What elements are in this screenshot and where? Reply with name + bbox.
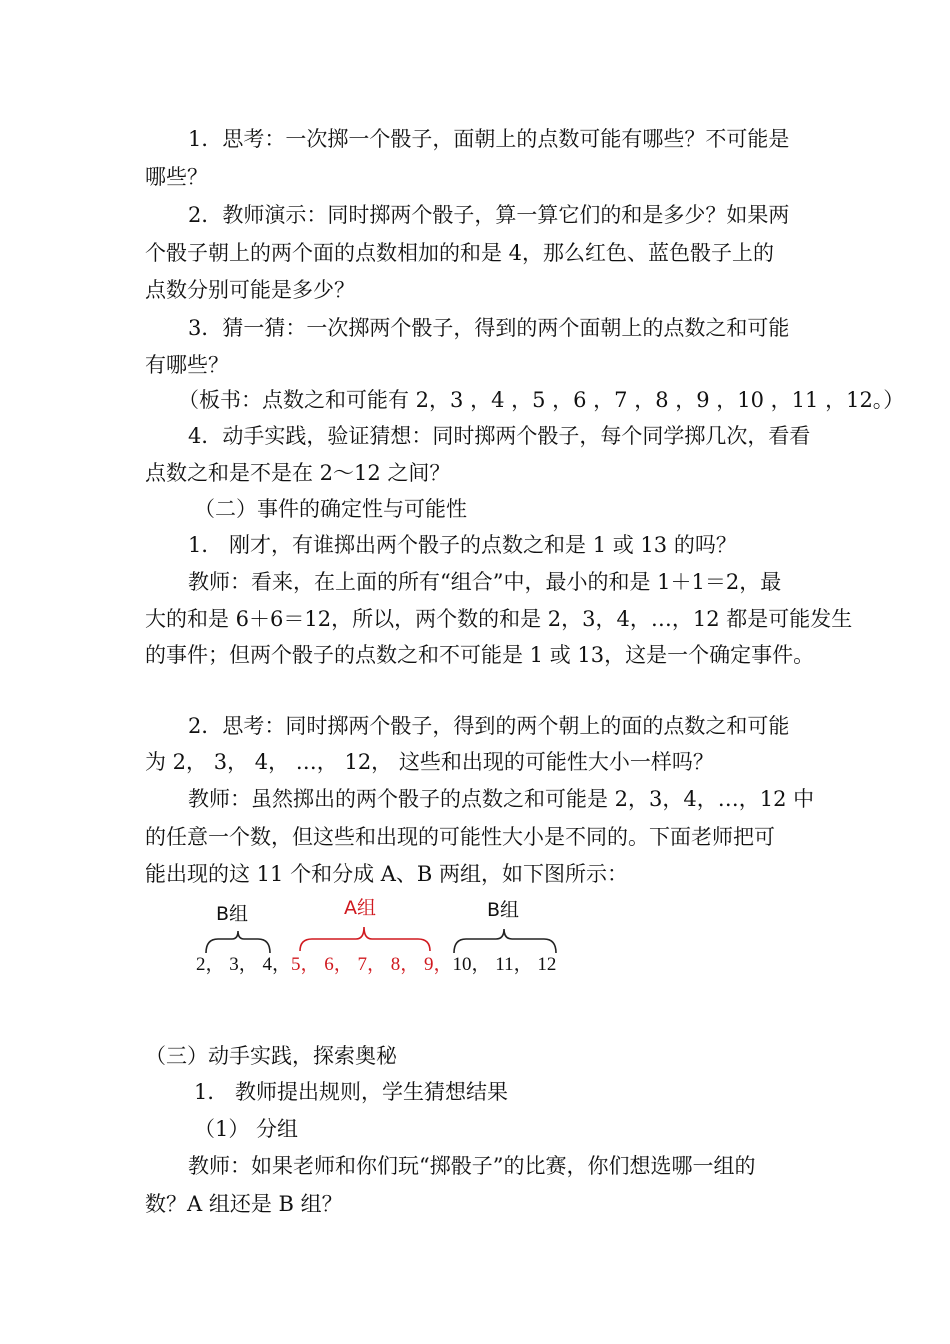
paragraph-line: 点数之和是不是在 2～12 之间？ — [145, 461, 451, 485]
paragraph-line: 教师：如果老师和你们玩“掷骰子”的比赛，你们想选哪一组的 — [188, 1154, 756, 1178]
paragraph-line: 为 2， 3， 4， …， 12， 这些和出现的可能性大小一样吗？ — [145, 750, 714, 774]
paragraph-line: 点数分别可能是多少？ — [145, 278, 355, 302]
paragraph-line: 有哪些？ — [145, 353, 229, 377]
paragraph-line: 3．猜一猜：一次掷两个骰子，得到的两个面朝上的点数之和可能 — [188, 316, 790, 340]
brace-b-left — [206, 931, 270, 953]
paragraph-line: 2．教师演示：同时掷两个骰子，算一算它们的和是多少？如果两 — [188, 203, 790, 227]
paragraph-line: 教师：看来，在上面的所有“组合”中，最小的和是 1＋1＝2，最 — [188, 570, 782, 594]
group-b-left-numbers: 2， 3， 4， — [196, 954, 292, 975]
paragraph-line: 能出现的这 11 个和分成 A、B 两组，如下图所示： — [145, 862, 629, 886]
paragraph-line: 教师：虽然掷出的两个骰子的点数之和可能是 2，3，4，…，12 中 — [188, 787, 815, 811]
paragraph-line: 2．思考：同时掷两个骰子，得到的两个朝上的面的点数之和可能 — [188, 714, 790, 738]
paragraph-line: 4．动手实践，验证猜想：同时掷两个骰子，每个同学掷几次，看看 — [188, 424, 811, 448]
paragraph-line: （板书：点数之和可能有 2，3 ，4 ，5 ，6 ，7 ，8 ，9 ，10 ，11 ，12。） — [178, 388, 905, 412]
brace-a — [300, 927, 430, 951]
paragraph-line: 1． 刚才，有谁掷出两个骰子的点数之和是 1 或 13 的吗？ — [188, 533, 737, 557]
group-b-left-label: B组 — [216, 903, 249, 925]
paragraph-line: 的任意一个数，但这些和出现的可能性大小是不同的。下面老师把可 — [145, 825, 775, 849]
paragraph-line: 数？A 组还是 B 组？ — [145, 1192, 343, 1216]
group-b-right-numbers: 10， 11， 12 — [452, 954, 557, 975]
group-a-label: A组 — [344, 897, 376, 919]
section-heading: （三）动手实践，探索奥秘 — [145, 1044, 397, 1068]
paragraph-line: （1） 分组 — [194, 1117, 299, 1141]
section-heading: （二）事件的确定性与可能性 — [194, 497, 467, 521]
paragraph-line: 哪些？ — [145, 165, 208, 189]
paragraph-line: 1． 教师提出规则，学生猜想结果 — [194, 1080, 509, 1104]
number-row — [196, 953, 556, 977]
group-a-numbers: 5， 6， 7， 8， 9， — [291, 954, 453, 975]
paragraph-line: 大的和是 6＋6＝12，所以，两个数的和是 2，3，4，…，12 都是可能发生 — [145, 607, 853, 631]
group-b-right-label: B组 — [487, 899, 520, 921]
grouping-figure — [196, 893, 566, 983]
paragraph-line: 1．思考：一次掷一个骰子，面朝上的点数可能有哪些？不可能是 — [188, 127, 790, 151]
paragraph-line: 个骰子朝上的两个面的点数相加的和是 4，那么红色、蓝色骰子上的 — [145, 241, 775, 265]
paragraph-line: 的事件；但两个骰子的点数之和不可能是 1 或 13，这是一个确定事件。 — [145, 643, 815, 667]
brace-b-right — [454, 929, 556, 953]
